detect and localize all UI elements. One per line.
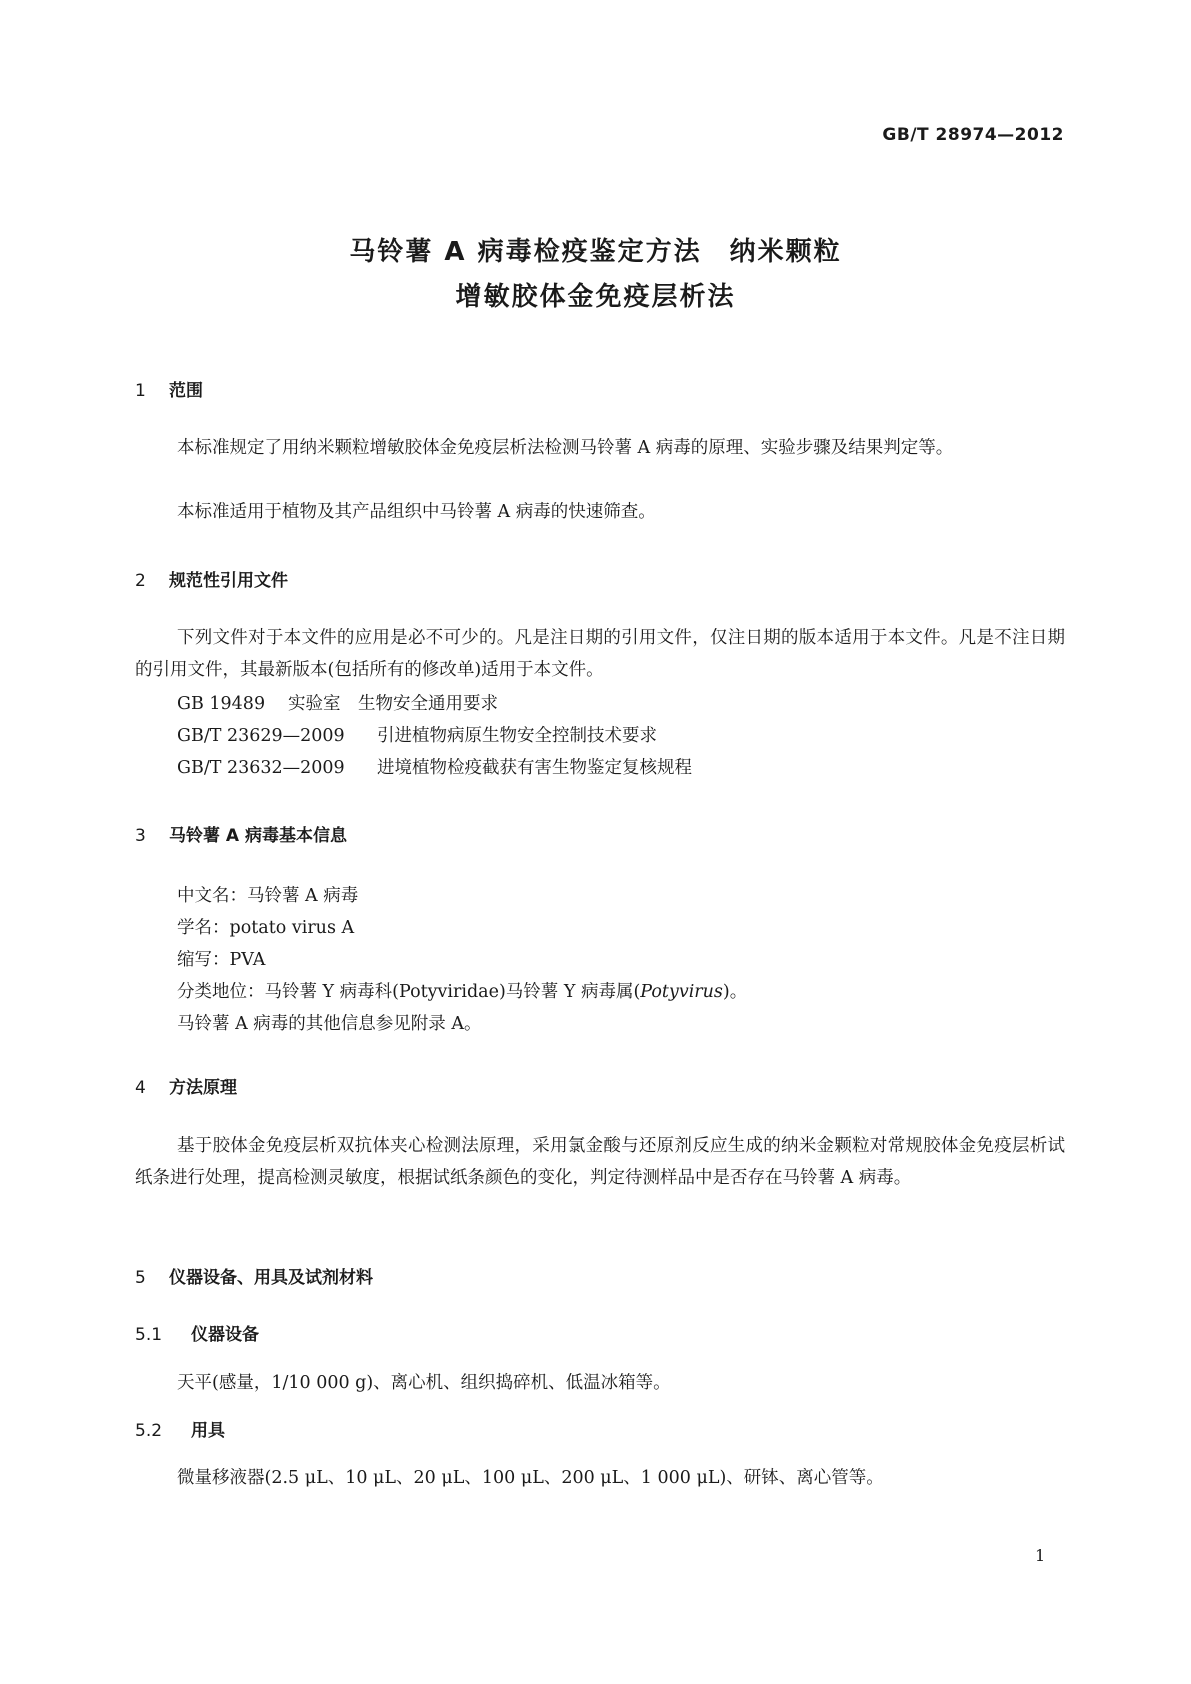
section-title: 规范性引用文件 <box>169 571 288 591</box>
page-number: 1 <box>1035 1546 1046 1565</box>
reference-code: GB 19489 <box>177 694 266 714</box>
subsection-title: 仪器设备 <box>191 1325 259 1345</box>
section-number: 1 <box>135 381 146 401</box>
section-number: 5 <box>135 1268 146 1288</box>
reference-title: 进境植物检疫截获有害生物鉴定复核规程 <box>377 758 692 778</box>
section-5-1-text: 天平(感量，1/10 000 g)、离心机、组织捣碎机、低温冰箱等。 <box>177 1373 671 1393</box>
taxonomic-status <box>177 978 747 1003</box>
section-5-2-text: 微量移液器(2.5 μL、10 μL、20 μL、100 μL、200 μL、1 000 μL)、研钵、离心管等。 <box>177 1468 884 1488</box>
subsection-number: 5.2 <box>135 1421 163 1441</box>
normative-reference <box>177 722 657 747</box>
section-number: 2 <box>135 571 146 591</box>
taxonomy-prefix: 分类地位：马铃薯 Y 病毒科(Potyviridae)马铃薯 Y 病毒属( <box>177 982 641 1002</box>
scientific-name: 学名：potato virus A <box>177 918 355 938</box>
reference-title: 引进植物病原生物安全控制技术要求 <box>377 726 657 746</box>
section-number: 4 <box>135 1078 146 1098</box>
reference-title: 实验室 生物安全通用要求 <box>288 694 498 714</box>
taxonomy-genus: Potyvirus <box>640 982 723 1002</box>
document-title-line-2: 增敏胶体金免疫层析法 <box>455 282 736 312</box>
normative-reference <box>177 754 692 779</box>
section-5-2-heading <box>135 1416 225 1441</box>
reference-code: GB/T 23629—2009 <box>177 726 345 746</box>
section-1-paragraph-2: 本标准适用于植物及其产品组织中马铃薯 A 病毒的快速筛查。 <box>177 502 656 522</box>
section-title: 仪器设备、用具及试剂材料 <box>169 1268 373 1288</box>
section-3-heading <box>135 821 347 846</box>
section-number: 3 <box>135 826 146 846</box>
reference-code: GB/T 23632—2009 <box>177 758 345 778</box>
abbreviation: 缩写：PVA <box>177 950 266 970</box>
section-1-heading <box>135 376 203 401</box>
section-4-paragraph-1: 基于胶体金免疫层析双抗体夹心检测法原理，采用氯金酸与还原剂反应生成的纳米金颗粒对常规胶体金免疫层析试纸条进行处理，提高检测灵敏度，根据试纸条颜色的变化，判定待测样品中是否存在马铃薯 A 病毒。 <box>135 1136 1065 1188</box>
subsection-title: 用具 <box>191 1421 225 1441</box>
section-2-paragraph-1: 下列文件对于本文件的应用是必不可少的。凡是注日期的引用文件，仅注日期的版本适用于本文件。凡是不注日期的引用文件，其最新版本(包括所有的修改单)适用于本文件。 <box>135 628 1065 680</box>
section-title: 马铃薯 A 病毒基本信息 <box>169 826 347 846</box>
document-code: GB/T 28974—2012 <box>882 125 1064 145</box>
other-info: 马铃薯 A 病毒的其他信息参见附录 A。 <box>177 1014 482 1034</box>
section-5-heading <box>135 1263 373 1288</box>
section-title: 方法原理 <box>169 1078 237 1098</box>
section-title: 范围 <box>169 381 203 401</box>
taxonomy-suffix: )。 <box>722 982 748 1002</box>
subsection-number: 5.1 <box>135 1325 163 1345</box>
section-5-1-heading <box>135 1320 259 1345</box>
document-title-line-1: 马铃薯 A 病毒检疫鉴定方法 纳米颗粒 <box>349 237 842 267</box>
section-4-heading <box>135 1073 237 1098</box>
normative-reference <box>177 690 498 715</box>
section-2-heading <box>135 566 288 591</box>
section-1-paragraph-1: 本标准规定了用纳米颗粒增敏胶体金免疫层析法检测马铃薯 A 病毒的原理、实验步骤及结果判定等。 <box>177 438 954 458</box>
chinese-name: 中文名：马铃薯 A 病毒 <box>177 886 359 906</box>
